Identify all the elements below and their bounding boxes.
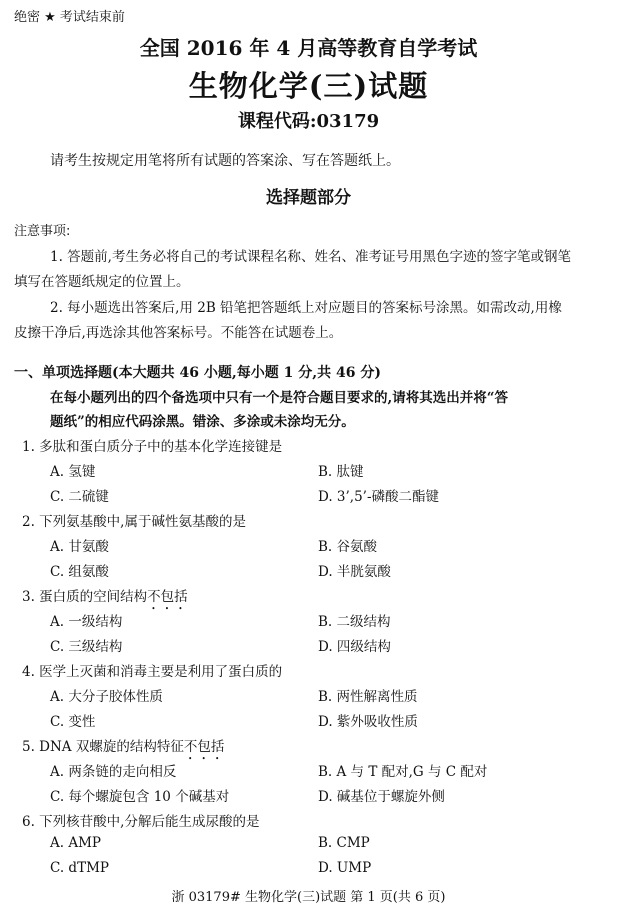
intro-note: 请考生按规定用笔将所有试题的答案涂、写在答题纸上。	[50, 153, 400, 169]
question-5-stem	[22, 735, 224, 763]
part-1-heading: 一、单项选择题(本大题共 46 小题,每小题 1 分,共 46 分)	[14, 365, 381, 381]
question-5-option-c: C. 每个螺旋包含 10 个碱基对	[50, 789, 230, 805]
question-2-option-b: B. 谷氨酸	[318, 539, 378, 555]
question-1-stem: 1. 多肽和蛋白质分子中的基本化学连接键是	[22, 439, 283, 455]
part-1-instruction-line-1: 在每小题列出的四个备选项中只有一个是符合题目要求的,请将其选出并将“答	[50, 390, 508, 406]
question-6-option-c: C. dTMP	[50, 860, 109, 876]
question-1-option-b: B. 肽键	[318, 464, 364, 480]
attention-heading: 注意事项:	[14, 224, 71, 239]
exam-title: 全国 2016 年 4 月高等教育自学考试	[139, 36, 478, 60]
question-5-option-d: D. 碱基位于螺旋外侧	[318, 789, 445, 805]
part-1-instruction-line-2: 题纸”的相应代码涂黑。错涂、多涂或未涂均无分。	[50, 414, 355, 430]
question-6-option-d: D. UMP	[318, 860, 372, 876]
question-1-option-c: C. 二硫键	[50, 489, 109, 505]
question-5-option-b: B. A 与 T 配对,G 与 C 配对	[318, 764, 488, 780]
question-5-stem-text: 5. DNA 双螺旋的结构特征	[22, 739, 184, 755]
question-3-stem	[22, 585, 188, 613]
question-5-stem-emphasis: 不包括	[183, 739, 225, 755]
confidential-label: 绝密 ★ 考试结束前	[14, 10, 125, 25]
section-title: 选择题部分	[266, 188, 351, 208]
attention-item-1-line-1: 1. 答题前,考生务必将自己的考试课程名称、姓名、准考证号用黑色字迹的签字笔或钢笔	[50, 249, 571, 265]
question-3-option-a: A. 一级结构	[50, 614, 123, 630]
subject-title: 生物化学(三)试题	[188, 69, 429, 103]
question-6-stem: 6. 下列核苷酸中,分解后能生成尿酸的是	[22, 814, 260, 830]
question-3-option-c: C. 三级结构	[50, 639, 123, 655]
question-4-option-a: A. 大分子胶体性质	[50, 689, 163, 705]
question-6-option-b: B. CMP	[318, 835, 370, 851]
question-3-stem-emphasis: 不包括	[147, 589, 188, 605]
question-3-option-d: D. 四级结构	[318, 639, 391, 655]
question-2-option-d: D. 半胱氨酸	[318, 564, 391, 580]
course-code: 课程代码:03179	[237, 111, 380, 132]
attention-item-1-line-2: 填写在答题纸规定的位置上。	[14, 274, 190, 290]
question-1-option-d: D. 3’,5’-磷酸二酯键	[318, 489, 440, 505]
question-3-option-b: B. 二级结构	[318, 614, 391, 630]
question-2-stem: 2. 下列氨基酸中,属于碱性氨基酸的是	[22, 514, 246, 530]
question-2-option-c: C. 组氨酸	[50, 564, 109, 580]
question-5-option-a: A. 两条链的走向相反	[50, 764, 177, 780]
attention-item-2-line-2: 皮擦干净后,再选涂其他答案标号。不能答在试题卷上。	[14, 325, 343, 341]
attention-item-2-line-1: 2. 每小题选出答案后,用 2B 铅笔把答题纸上对应题目的答案标号涂黑。如需改动,用橡	[50, 300, 562, 316]
question-1-option-a: A. 氢键	[50, 464, 96, 480]
question-4-stem: 4. 医学上灭菌和消毒主要是利用了蛋白质的	[22, 664, 283, 680]
question-4-option-d: D. 紫外吸收性质	[318, 714, 418, 730]
page-footer: 浙 03179# 生物化学(三)试题 第 1 页(共 6 页)	[171, 890, 446, 905]
question-3-stem-text: 3. 蛋白质的空间结构	[22, 589, 148, 605]
question-4-option-c: C. 变性	[50, 714, 96, 730]
question-4-option-b: B. 两性解离性质	[318, 689, 418, 705]
question-2-option-a: A. 甘氨酸	[50, 539, 109, 555]
question-6-option-a: A. AMP	[50, 835, 101, 851]
